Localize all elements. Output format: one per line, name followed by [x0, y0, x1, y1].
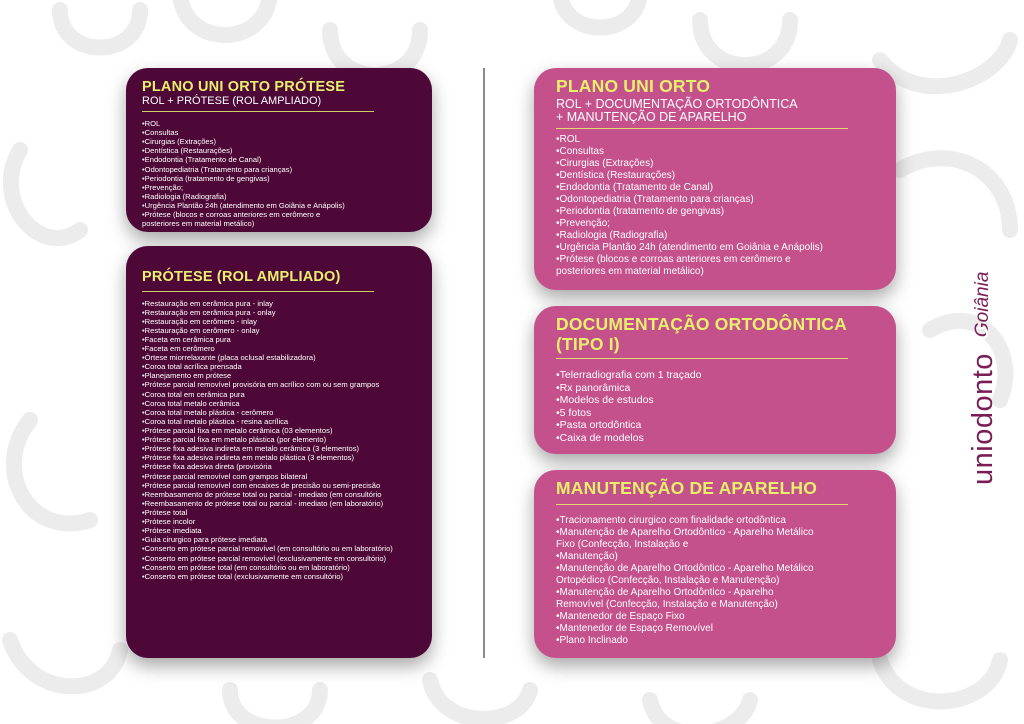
- title-rule: [556, 128, 848, 129]
- list-item: •Coroa total metalo plástica - resina acrílica: [142, 416, 289, 426]
- list-item: •Mantenedor de Espaço Fixo: [556, 610, 685, 622]
- list-item: •Rx panorâmica: [556, 381, 631, 394]
- list-item: •Prótese fixa adesiva indireta em metalo cerâmica (3 elementos): [142, 444, 360, 454]
- card-subtitle-line1: ROL + DOCUMENTAÇÃO ORTODÔNTICA: [556, 96, 798, 111]
- list-item: •Urgência Plantão 24h (atendimento em Goiânia e Anápolis): [142, 201, 345, 211]
- list-item: •Manutenção de Aparelho Ortodôntico - Aparelho: [556, 586, 774, 598]
- uniodonto-goiania-logo: [967, 271, 999, 485]
- list-item: •Modelos de estudos: [556, 394, 654, 407]
- list-item: •Consultas: [142, 128, 179, 138]
- list-item: Fixo (Confecção, Instalação e: [556, 538, 689, 550]
- manutencao-aparelho-card: [534, 470, 896, 658]
- list-item: •Prótese parcial fixa em metalo cerâmica (03 elementos): [142, 426, 333, 436]
- card-subtitle-line2: + MANUTENÇÃO DE APARELHO: [556, 109, 747, 124]
- card-title: PRÓTESE (ROL AMPLIADO): [142, 269, 341, 285]
- list-item: •5 fotos: [556, 406, 592, 419]
- list-item: •Prótese parcial removível provisória em acrílico com ou sem grampos: [142, 380, 380, 390]
- card-title-line2: (TIPO I): [556, 333, 620, 354]
- card-title: MANUTENÇÃO DE APARELHO: [556, 478, 818, 498]
- list-item: •Conserto em prótese total (exclusivamente em consultório): [142, 571, 344, 581]
- card-subtitle: ROL + PRÓTESE (ROL AMPLIADO): [142, 94, 322, 107]
- list-item: •Manutenção de Aparelho Ortodôntico - Aparelho Metálico: [556, 562, 814, 574]
- protese-rol-ampliado-card: [126, 246, 432, 658]
- plan-uni-orto-protese-card: [126, 68, 432, 232]
- list-item: •Caixa de modelos: [556, 431, 644, 444]
- list-item: •Prótese total: [142, 508, 188, 518]
- list-item: •Urgência Plantão 24h (atendimento em Goiânia e Anápolis): [556, 241, 823, 253]
- list-item: •Prótese (blocos e corroas anteriores em cerômero e: [142, 210, 321, 220]
- list-item: •ROL: [556, 133, 581, 145]
- list-item: •Conserto em prótese parcial removível (em consultório ou em laboratório): [142, 544, 393, 554]
- list-item: •Prótese (blocos e corroas anteriores em cerômero e: [556, 253, 791, 265]
- list-item: •Prótese parcial removível com encaixes de precisão ou semi-precisão: [142, 480, 381, 490]
- list-item: •ROL: [142, 119, 161, 129]
- list-item: •Prevenção;: [142, 182, 184, 192]
- plan-uni-orto-card: [534, 68, 896, 290]
- list-item: •Plano Inclinado: [556, 634, 628, 646]
- brand-city: Goiânia: [972, 271, 993, 338]
- list-item: Ortopédico (Confecção, Instalação e Manutenção): [556, 574, 780, 586]
- list-item: posteriores em material metálico): [556, 265, 704, 277]
- list-item: •Prótese incolor: [142, 517, 196, 527]
- documentacao-ortodontica-card: [534, 306, 896, 454]
- card-title: PLANO UNI ORTO: [556, 76, 711, 96]
- list-item: •Prótese fixa adesiva indireta em metalo plástica (3 elementos): [142, 453, 355, 463]
- title-rule: [556, 504, 848, 505]
- list-item: •Coroa total acrílica prensada: [142, 362, 242, 372]
- list-item: •Coroa total metalo cerâmica: [142, 398, 240, 408]
- list-item: Removível (Confecção, Instalação e Manutenção): [556, 598, 778, 610]
- title-rule: [142, 111, 374, 112]
- list-item: •Odontopediatria (Tratamento para crianças): [142, 164, 293, 174]
- manutencao-list: [556, 515, 874, 647]
- title-rule: [556, 358, 848, 359]
- list-item: •Cirurgias (Extrações): [556, 157, 654, 169]
- list-item: •Conserto em prótese total (em consultório ou em laboratório): [142, 562, 350, 572]
- list-item: •Prótese parcial removível com grampos bilateral: [142, 471, 308, 481]
- list-item: •Pasta ortodôntica: [556, 419, 642, 432]
- coverage-list: [142, 119, 416, 228]
- list-item: posteriores em material metálico): [142, 219, 255, 229]
- list-item: •Endodontia (Tratamento de Canal): [142, 155, 262, 165]
- list-item: •Restauração em cerômero - onlay: [142, 325, 260, 335]
- list-item: •Endodontia (Tratamento de Canal): [556, 181, 714, 193]
- list-item: •Dentística (Restaurações): [556, 169, 676, 181]
- list-item: •Prótese imediata: [142, 526, 202, 536]
- list-item: •Manutenção de Aparelho Ortodôntico - Aparelho Metálico: [556, 526, 814, 538]
- list-item: •Cirurgias (Extrações): [142, 137, 216, 147]
- list-item: •Faceta em cerâmica pura: [142, 334, 231, 344]
- list-item: •Periodontia (tratamento de gengivas): [142, 173, 270, 183]
- list-item: •Odontopediatria (Tratamento para crianças): [556, 193, 754, 205]
- list-item: •Consultas: [556, 145, 604, 157]
- list-item: •Faceta em cerômero: [142, 344, 215, 354]
- list-item: •Restauração em cerâmica pura - inlay: [142, 298, 273, 308]
- list-item: •Periodontia (tratamento de gengivas): [556, 205, 725, 217]
- title-rule: [142, 291, 374, 292]
- list-item: •Planejamento em prótese: [142, 371, 232, 381]
- list-item: •Telerradiografia com 1 traçado: [556, 369, 702, 381]
- documentacao-list: [556, 369, 874, 445]
- list-item: •Reembasamento de prótese total ou parcial - imediato (em consultório: [142, 489, 382, 499]
- brand-name: uniodonto: [967, 353, 999, 485]
- list-item: •Órtese miorrelaxante (placa oclusal estabilizadora): [142, 353, 316, 363]
- list-item: •Manutenção): [556, 550, 618, 562]
- list-item: •Restauração em cerômero - inlay: [142, 316, 257, 326]
- list-item: •Dentística (Restaurações): [142, 146, 233, 156]
- list-item: •Prevenção;: [556, 217, 611, 229]
- list-item: •Restauração em cerâmica pura - onlay: [142, 307, 276, 317]
- list-item: •Prótese parcial fixa em metalo plástica (por elemento): [142, 435, 327, 445]
- list-item: •Reembasamento de prótese total ou parcial - imediato (em laboratório): [142, 498, 384, 508]
- protese-list: [142, 299, 416, 581]
- list-item: •Guia cirurgico para prótese imediata: [142, 535, 268, 545]
- list-item: •Mantenedor de Espaço Removível: [556, 622, 713, 634]
- list-item: •Prótese fixa adesiva direta (provisória: [142, 462, 272, 472]
- list-item: •Coroa total em cerâmica pura: [142, 389, 245, 399]
- list-item: •Radiologia (Radiografia): [556, 229, 668, 241]
- coverage-list: [556, 134, 874, 278]
- list-item: •Conserto em prótese parcial removível (exclusivamente em consultório): [142, 553, 387, 563]
- list-item: •Tracionamento cirurgico com finalidade ortodôntica: [556, 514, 786, 526]
- card-title-line1: DOCUMENTAÇÃO ORTODÔNTICA: [556, 314, 847, 334]
- card-title: PLANO UNI ORTO PRÓTESE: [142, 79, 346, 95]
- list-item: •Coroa total metalo plástica - cerômero: [142, 407, 274, 417]
- center-divider: [483, 68, 485, 658]
- list-item: •Radiologia (Radiografia): [142, 191, 227, 201]
